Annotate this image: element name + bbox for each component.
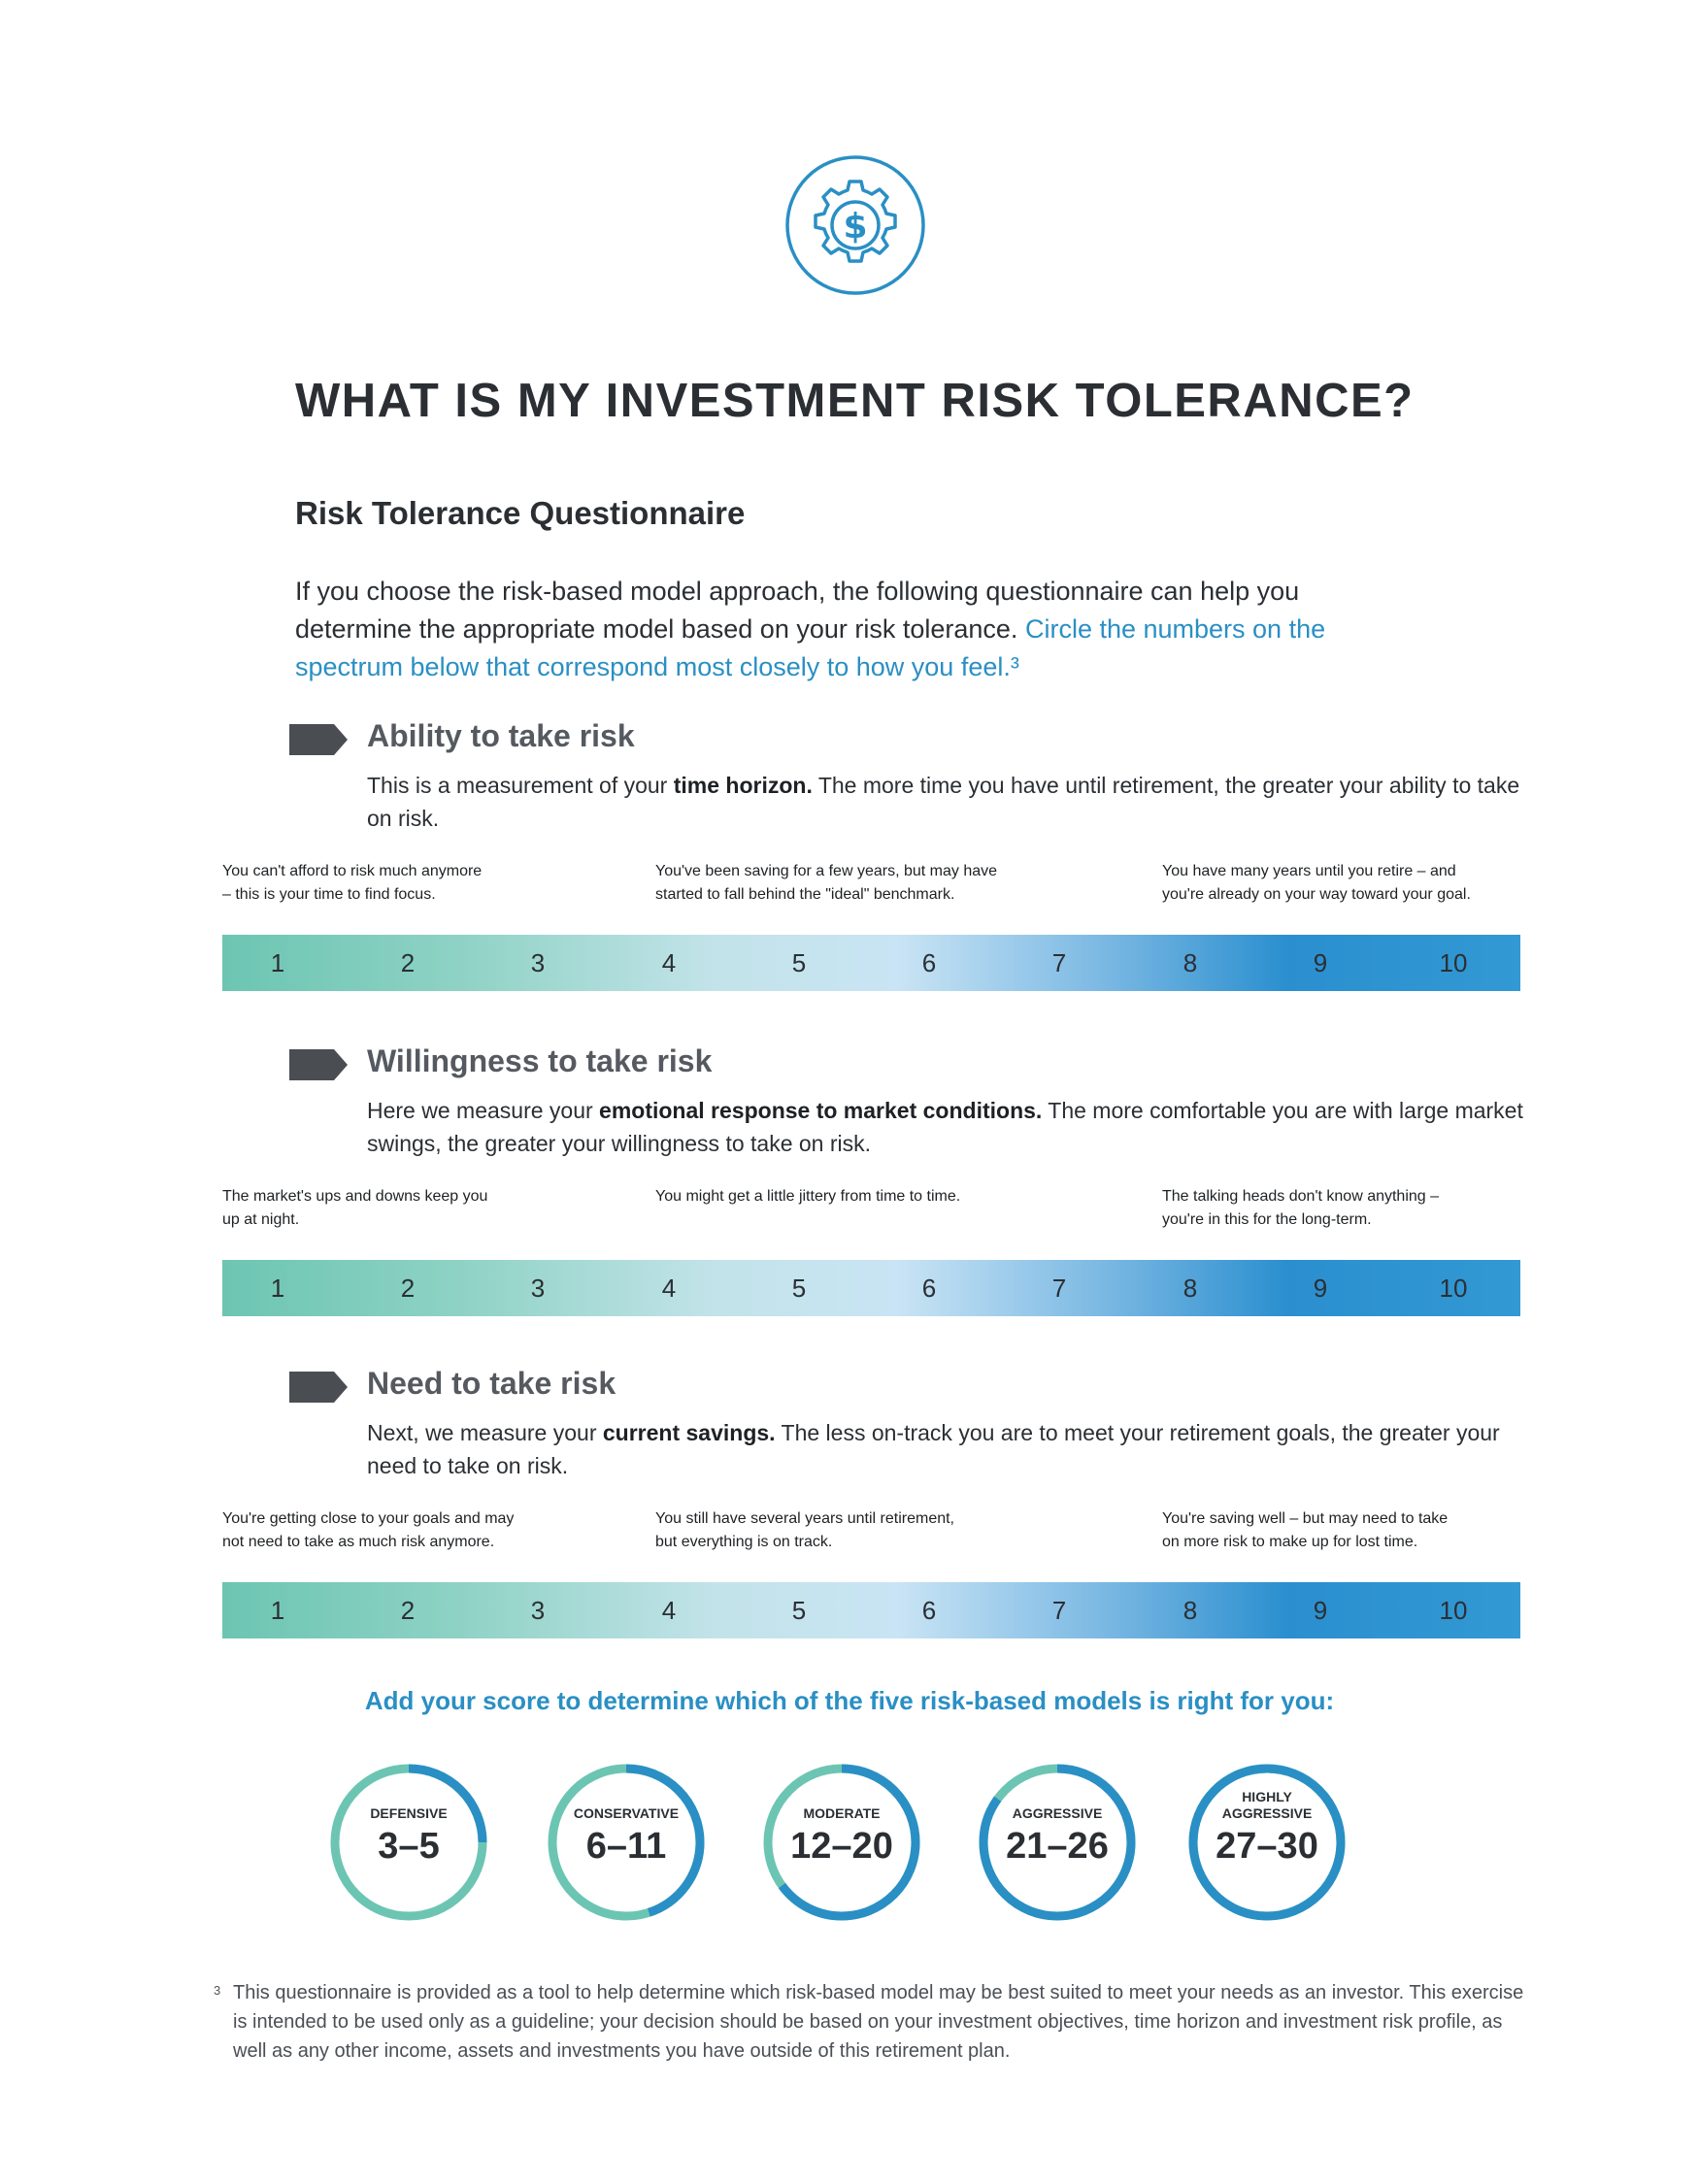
- footnote-marker: 3: [214, 1983, 221, 1998]
- scale-hint-low: [222, 1507, 514, 1554]
- hint-line: not need to take as much risk anymore.: [222, 1534, 495, 1550]
- factor-description: [367, 1094, 1532, 1160]
- intro-instruction: Circle the numbers on the spectrum below that correspond most closely to how you feel.³: [295, 614, 1326, 681]
- model-badge-conservative: [544, 1760, 709, 1925]
- scale-hint-mid: [655, 1185, 960, 1208]
- desc-text: Here we measure your: [367, 1098, 600, 1123]
- scale-number-6[interactable]: 6: [921, 1596, 937, 1625]
- desc-text: This is a measurement of your: [367, 773, 674, 798]
- scale-number-9[interactable]: 9: [1313, 1274, 1328, 1303]
- scale-number-5[interactable]: 5: [791, 1596, 807, 1625]
- factor-title: Willingness to take risk: [367, 1043, 713, 1078]
- scale-number-4[interactable]: 4: [661, 1596, 677, 1625]
- model-label: AGGRESSIVE: [1012, 1805, 1103, 1821]
- risk-scale: [222, 935, 1520, 991]
- factor-description: [367, 1416, 1532, 1482]
- page-title: WHAT IS MY INVESTMENT RISK TOLERANCE?: [295, 375, 1415, 427]
- scale-number-10[interactable]: 10: [1439, 1274, 1468, 1303]
- scale-hint-mid: [655, 860, 997, 907]
- hint-line: up at night.: [222, 1211, 300, 1228]
- scale-number-2[interactable]: 2: [400, 1274, 416, 1303]
- scale-hint-low: [222, 860, 482, 907]
- scale-number-4[interactable]: 4: [661, 948, 677, 977]
- scale-number-7[interactable]: 7: [1051, 948, 1067, 977]
- model-label: CONSERVATIVE: [573, 1805, 680, 1821]
- hint-line: You're getting close to your goals and may: [222, 1510, 515, 1527]
- desc-text: The less on-track you are to meet your retirement goals, the greater your need to take on risk.: [367, 1420, 1500, 1478]
- scale-number-5[interactable]: 5: [791, 1274, 807, 1303]
- scale-number-3[interactable]: 3: [530, 948, 546, 977]
- section-title: Risk Tolerance Questionnaire: [295, 495, 746, 531]
- scale-number-8[interactable]: 8: [1183, 948, 1198, 977]
- desc-text: The more comfortable you are with large market swings, the greater your willingness to take on risk.: [367, 1098, 1523, 1156]
- scale-number-6[interactable]: 6: [921, 948, 937, 977]
- scale-number-10[interactable]: 10: [1439, 948, 1468, 977]
- footnote-text: This questionnaire is provided as a tool to help determine which risk-based model may be best suited to meet your needs as an investor. This exercise is intended to be used only as a guideline; your decision should be based on your investment objectives, time horizon and investment risk profile, as well as any other income, assets and investments you have outside of this retirement plan.: [233, 1982, 1524, 2062]
- hint-line: but everything is on track.: [655, 1534, 833, 1550]
- model-score-range: 21–26: [1006, 1826, 1109, 1867]
- desc-emphasis: current savings.: [602, 1420, 776, 1445]
- hint-line: on more risk to make up for lost time.: [1162, 1534, 1418, 1550]
- hint-line: You have many years until you retire – and: [1162, 863, 1456, 879]
- scale-hint-mid: [655, 1507, 954, 1554]
- model-label: HIGHLY AGGRESSIVE: [1221, 1789, 1313, 1821]
- desc-emphasis: emotional response to market conditions.: [599, 1098, 1043, 1123]
- hint-line: The talking heads don't know anything –: [1162, 1188, 1440, 1205]
- model-score-range: 6–11: [585, 1826, 667, 1867]
- hint-line: You can't afford to risk much anymore: [222, 863, 483, 879]
- scale-number-9[interactable]: 9: [1313, 948, 1328, 977]
- factor-title: Need to take risk: [367, 1366, 616, 1401]
- scale-hint-low: [222, 1185, 487, 1232]
- scale-hint-high: [1162, 860, 1471, 907]
- scale-number-5[interactable]: 5: [791, 948, 807, 977]
- desc-text: Next, we measure your: [367, 1420, 603, 1445]
- scale-number-1[interactable]: 1: [270, 948, 285, 977]
- intro-text: If you choose the risk-based model approach, the following questionnaire can help you determine the appropriate model based on your risk tolerance.: [295, 577, 1300, 644]
- hint-line: You've been saving for a few years, but may have: [655, 863, 998, 879]
- model-badge-highly-aggressive: [1184, 1760, 1349, 1925]
- hint-line: You might get a little jittery from time to time.: [655, 1188, 961, 1205]
- scale-number-1[interactable]: 1: [270, 1596, 285, 1625]
- scale-number-2[interactable]: 2: [400, 948, 416, 977]
- scale-number-10[interactable]: 10: [1439, 1596, 1468, 1625]
- scale-number-3[interactable]: 3: [530, 1274, 546, 1303]
- arrow-tag-icon: [289, 724, 348, 755]
- model-badge-moderate: [759, 1760, 924, 1925]
- scale-hint-high: [1162, 1185, 1439, 1232]
- model-score-range: 27–30: [1216, 1826, 1318, 1867]
- scale-hint-high: [1162, 1507, 1448, 1554]
- scale-number-7[interactable]: 7: [1051, 1596, 1067, 1625]
- desc-text: The more time you have until retirement, the greater your ability to take on risk.: [367, 773, 1520, 831]
- gear-dollar-icon: [783, 152, 928, 298]
- hint-line: you're in this for the long-term.: [1162, 1211, 1372, 1228]
- scale-number-8[interactable]: 8: [1183, 1596, 1198, 1625]
- scale-number-2[interactable]: 2: [400, 1596, 416, 1625]
- risk-scale: [222, 1582, 1520, 1638]
- model-badge-aggressive: [975, 1760, 1140, 1925]
- scale-number-8[interactable]: 8: [1183, 1274, 1198, 1303]
- model-score-range: 3–5: [378, 1826, 440, 1867]
- hint-line: You still have several years until retirement,: [655, 1510, 954, 1527]
- model-label: MODERATE: [803, 1805, 881, 1821]
- hint-line: You're saving well – but may need to take: [1162, 1510, 1449, 1527]
- hint-line: you're already on your way toward your goal.: [1162, 886, 1471, 903]
- factor-description: [367, 769, 1532, 835]
- factor-title: Ability to take risk: [367, 718, 635, 753]
- scale-number-9[interactable]: 9: [1313, 1596, 1328, 1625]
- score-heading: Add your score to determine which of the five risk-based models is right for you:: [364, 1686, 1335, 1715]
- hint-line: The market's ups and downs keep you: [222, 1188, 488, 1205]
- scale-number-1[interactable]: 1: [270, 1274, 285, 1303]
- model-score-range: 12–20: [790, 1826, 893, 1867]
- scale-number-7[interactable]: 7: [1051, 1274, 1067, 1303]
- hint-line: started to fall behind the "ideal" benchmark.: [655, 886, 955, 903]
- hint-line: – this is your time to find focus.: [222, 886, 436, 903]
- svg-text:$: $: [843, 207, 868, 247]
- model-label: DEFENSIVE: [370, 1805, 448, 1821]
- desc-emphasis: time horizon.: [673, 773, 813, 798]
- scale-number-3[interactable]: 3: [530, 1596, 546, 1625]
- risk-scale: [222, 1260, 1520, 1316]
- intro-paragraph: [295, 573, 1421, 686]
- arrow-tag-icon: [289, 1049, 348, 1080]
- arrow-tag-icon: [289, 1372, 348, 1403]
- model-badge-defensive: [326, 1760, 491, 1925]
- scale-number-6[interactable]: 6: [921, 1274, 937, 1303]
- scale-number-4[interactable]: 4: [661, 1274, 677, 1303]
